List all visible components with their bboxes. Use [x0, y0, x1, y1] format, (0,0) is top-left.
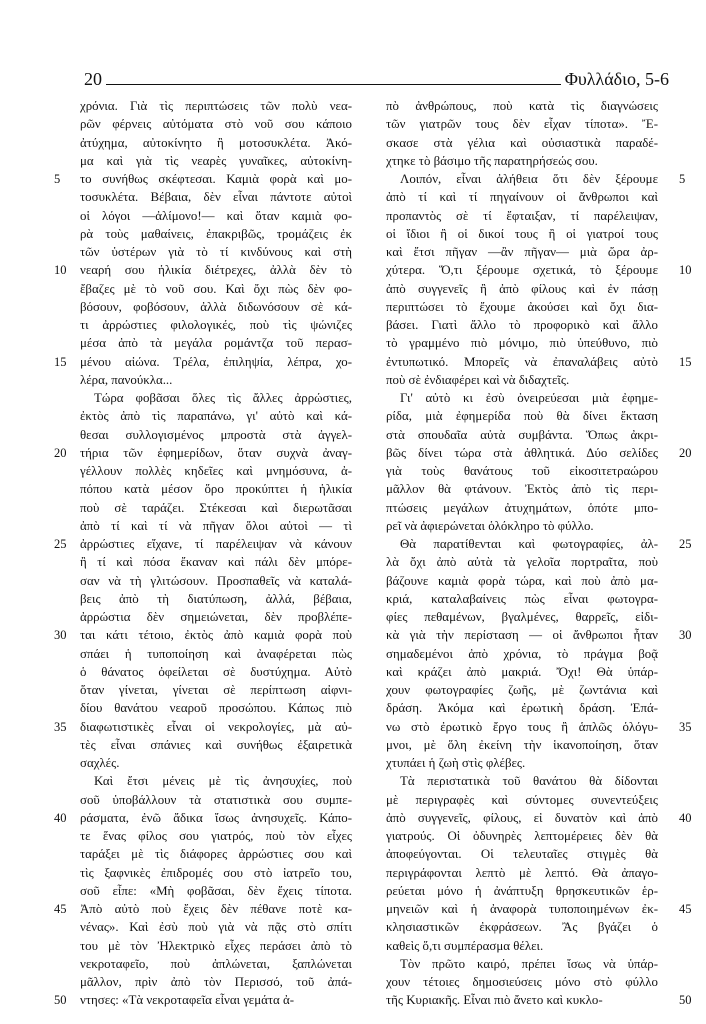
line-number-slot [54, 864, 80, 882]
text-line: χτηκε τὸ βάσιμο τῆς παρατηρήσεώς σου. [386, 153, 598, 168]
line-number-slot [54, 134, 80, 152]
text-line: μέσα ἀπὸ τὰ μεγάλα ρομάντζα τοῦ περασ- [80, 336, 352, 351]
line-number-slot [54, 681, 80, 699]
text-line: το συνήθως σκέφτεσαι. Καμιὰ φορὰ καὶ μο- [80, 172, 352, 186]
text-line: τήρια τῶν ἐφημερίδων, ὅταν συχνὰ ἀναγ- [80, 445, 352, 460]
text-line: κὰ γιὰ τὴν περίσταση — οἱ ἄνθρωποι ἦταν [386, 628, 658, 643]
text-line: περιπτώσει τὸ ἔχουμε ἀκούσει καὶ ὄχι δια- [386, 299, 658, 314]
line-number: 30 [54, 628, 67, 643]
line-number-slot [679, 134, 705, 152]
line-number-slot [679, 407, 705, 425]
line-number-slot [54, 918, 80, 936]
text-line: σαν νὰ τὴ γλιτώσουν. Προσπαθεῖς νὰ καταλά- [80, 573, 352, 588]
line-number-slot [679, 663, 705, 681]
line-number: 40 [54, 810, 67, 825]
line-number-slot [54, 426, 80, 444]
line-number-slot [679, 188, 705, 206]
text-line: σπάει ἡ τυποποίηση καὶ ἀναφέρεται πὼς [80, 646, 352, 661]
text-line: μένου αἰώνα. Τρέλα, ἐπιληψία, λέπρα, χο- [80, 354, 352, 369]
text-line: ὁ θάνατος ὀφείλεται σὲ δυστύχημα. Αὐτὸ [80, 664, 352, 679]
text-line: καὶ ἔτσι πῆγαν —ἂν πῆγαν— μιὰ ὥρα ἀρ- [386, 245, 658, 259]
text-line: μηνειῶν καὶ ἡ ἀναφορὰ τυποποιημένων ἐκ- [386, 902, 658, 916]
text-line: καθεὶς ὅ,τι συμπέρασμα θέλει. [386, 938, 544, 953]
text-line: στὰ σπουδαῖα αὐτὰ συμβάντα. Ὅπως ἀκρι- [386, 427, 658, 442]
text-line: βάσει. Γιατὶ ἄλλο τὸ προφορικὸ καὶ ἄλλο [386, 318, 658, 332]
text-line: Θὰ παρατίθενται καὶ φωτογραφίες, ἀλ- [400, 537, 658, 551]
text-line: φίες πεθαμένων, βγαλμένες, θαρρεῖς, εἰδι- [386, 610, 658, 624]
text-line: τῆς Κυριακῆς. Εἶναι πιὸ ἄνετο καὶ κυκλο- [386, 993, 603, 1008]
line-number-slot [679, 882, 705, 900]
line-number-slot [54, 553, 80, 571]
line-number-slot [54, 572, 80, 590]
text-line: Τὸν πρῶτο καιρό, πρέπει ἴσως νὰ ὑπάρ- [400, 956, 658, 971]
text-line: ἀποφεύγονται. Οἱ τελευταῖες στιγμὲς θὰ [386, 847, 658, 862]
line-number-slot [679, 426, 705, 444]
line-number-slot [54, 608, 80, 626]
text-line: νένας». Καὶ ἐσὺ ποὺ γιὰ νὰ πᾷς στὸ σπίτι [80, 920, 352, 935]
text-line: πόπου κατὰ μέσον ὅρο προκύπτει ἡ ἡλικία [80, 482, 352, 497]
text-line: βόσουν, φοβόσουν, ἀλλὰ διδωνόσουν σὲ κά- [80, 299, 352, 314]
text-line: πὸ ἀνθρώπους, ποὺ κατὰ τὶς διαγνώσεις [386, 99, 658, 113]
text-line: τῶν γιατρῶν τους δὲν εἶχαν τίποτα». Ἔ- [386, 117, 658, 132]
text-line: ρεύεται μόνο ἡ ἀνάπτυξη θρησκευτικῶν ἑρ- [386, 883, 658, 898]
text-line: νεαρή σου ἡλικία διέτρεχες, ἀλλὰ δὲν τὸ [80, 263, 352, 278]
text-line: ποὺ σὲ ταράζει. Στέκεσαι καὶ διερωτᾶσαι [80, 500, 352, 515]
text-line: τοσυκλέτα. Βέβαια, δὲν εἶναι πάντοτε αὐτοὶ [80, 190, 352, 205]
text-line: χρόνια. Γιὰ τὶς περιπτώσεις τῶν πολὺ νεα- [80, 99, 352, 113]
text-line: τὶς ξαφνικὲς ἐπιδρομές σου στὸ ἰατρεῖο του, [80, 865, 352, 880]
line-number: 25 [679, 537, 692, 551]
line-number-slot [54, 590, 80, 608]
line-number-slot [679, 572, 705, 590]
text-line: ἐκτὸς ἀπὸ τὶς παραπάνω, γι' αὐτὸ καὶ κά- [80, 409, 352, 424]
line-number: 45 [679, 902, 692, 916]
line-number-slot [679, 334, 705, 352]
text-line: οἱ λόγοι —ἀλίμονο!— καὶ ὅταν καμιὰ φο- [80, 208, 352, 223]
text-line: ἀρρώστιες εἴχανε, τί παρέλειψαν νὰ κάνουν [80, 537, 352, 551]
line-number-slot [54, 736, 80, 754]
line-number-slot [54, 699, 80, 717]
line-number-slot [54, 791, 80, 809]
line-number-slot [679, 791, 705, 809]
text-line: ὅταν γίνεται, γίνεται σὲ περίπτωση αἰφνι- [80, 683, 352, 697]
text-line: ἀπὸ τί καὶ τί πηγαίνουν οἱ ἄνθρωποι καὶ [386, 190, 658, 205]
line-number-slot [679, 462, 705, 480]
line-number-slot [679, 243, 705, 261]
line-number-slot [54, 845, 80, 863]
line-number-slot [679, 480, 705, 498]
line-number-slot [54, 298, 80, 316]
line-number: 45 [54, 902, 67, 916]
text-line: λὰ ὄχι ἀπὸ αὐτὰ τὰ γελοῖα πορτραῖτα, ποὺ [386, 555, 658, 570]
line-number-slot [679, 553, 705, 571]
line-number: 40 [679, 810, 692, 825]
text-line: χουν τέτοιες δημοσιεύσεις μόνο στὸ φύλλο [386, 975, 658, 989]
line-number-slot [54, 152, 80, 170]
text-line: ἢ τί καὶ πόσα ἔκαναν καὶ πάλι δὲν μπόρε- [80, 555, 352, 570]
line-number-slot [679, 754, 705, 772]
line-number: 35 [679, 719, 692, 734]
line-number-slot [54, 645, 80, 663]
text-line: σημαδεμένοι ἀπὸ χρόνια, τὸ πράγμα βοᾷ [386, 646, 658, 661]
line-number-slot [54, 225, 80, 243]
text-line: θεσαι συλλογισμένος μπροστὰ στὰ ἀγγελ- [80, 427, 352, 442]
text-line: γέλλουν πολλὲς κηδεῖες καὶ μνημόσυνα, ἀ- [80, 464, 352, 478]
line-number-slot [679, 590, 705, 608]
line-number: 20 [54, 445, 67, 460]
text-line: οἱ ἴδιοι ἢ οἱ δικοί τους ἢ οἱ γιατροί τους [386, 226, 658, 241]
line-number-slot [679, 115, 705, 133]
line-number-slot [679, 298, 705, 316]
journal-title: Φυλλάδιο, 5-6 [564, 69, 669, 89]
line-number-slot [54, 371, 80, 389]
line-number: 50 [679, 993, 692, 1008]
text-line: ρεῖ νὰ ἀφιερώνεται ὁλόκληρο τὸ φύλλο. [386, 518, 594, 533]
text-line: Γι' αὐτὸ κι ἐσὺ ὀνειρεύεσαι μιὰ ἐφημε- [400, 391, 658, 405]
text-line: τε ἕνας φίλος σου γιατρός, ποὺ τὸν εἶχες [80, 829, 352, 843]
line-number-slot [679, 699, 705, 717]
text-line: σοῦ εἶπε: «Μὴ φοβᾶσαι, δὲν ἔχεις τίποτα. [80, 883, 352, 898]
line-number-slot [54, 827, 80, 845]
line-number: 15 [54, 354, 67, 369]
line-number: 25 [54, 537, 67, 551]
line-number-slot [54, 480, 80, 498]
line-number-slot [54, 462, 80, 480]
text-line: σκασε στὰ γέλια καὶ οὐσιαστικὰ παραδέ- [386, 135, 658, 150]
text-line: χουν φωτογραφίες ζωῆς, μὲ ζωντάνια καὶ [386, 683, 658, 697]
text-line: μνοι, μὲ ὅλη ἐκείνη τὴν ἱκανοποίηση, ὅταν [386, 737, 658, 752]
text-line: κλησιαστικῶν ἐκφράσεων. Ἂς βγάζει ὁ [386, 920, 658, 935]
line-number-slot [54, 517, 80, 535]
line-number-slot [54, 882, 80, 900]
header-rule [106, 84, 561, 85]
text-line: μᾶλλον, πρὶν ἀπὸ τὸν Περισσό, τοῦ ἀπά- [80, 975, 352, 989]
text-line: ντησες: «Τὰ νεκροταφεῖα εἶναι γεμάτα ἀ- [80, 993, 295, 1008]
text-line: τὲς εἶναι σπάνιες καὶ συνήθως ἐξαιρετικὰ [80, 737, 352, 752]
line-number: 35 [54, 719, 67, 734]
text-line: βάζουνε καμιὰ φορὰ τώρα, καὶ ποὺ ἀπὸ μα- [386, 573, 658, 588]
line-numbers-left [54, 97, 80, 1010]
line-number-slot [54, 316, 80, 334]
line-number-slot [54, 207, 80, 225]
line-number-slot [54, 188, 80, 206]
text-line: περιγράφονται λεπτὸ μὲ λεπτό. Θὰ ἀπαγο- [386, 865, 658, 880]
line-number-slot [679, 280, 705, 298]
line-number: 10 [679, 263, 692, 278]
line-number: 30 [679, 628, 692, 643]
line-number-slot [54, 243, 80, 261]
text-line: γιὰ τοὺς θανάτους τοῦ εἰκοσιτετραώρου [386, 464, 658, 478]
line-number-slot [679, 827, 705, 845]
line-number-slot [679, 736, 705, 754]
line-number-slot [679, 918, 705, 936]
text-line: ρίδα, μιὰ ἐφημερίδα ποὺ θὰ δίνει ἔκταση [386, 409, 658, 424]
text-line: ται κάτι τέτοιο, ἐκτὸς ἀπὸ καμιὰ φορὰ ποὺ [80, 628, 352, 643]
line-number-slot [54, 389, 80, 407]
text-line: γιατρούς. Οἱ ὀδυνηρὲς λεπτομέρειες δὲν θὰ [386, 829, 658, 843]
line-number-slot [679, 225, 705, 243]
text-line: τὸ γραμμένο πιὸ μόνιμο, πιὸ ὑπεύθυνο, πιὸ [386, 336, 658, 351]
text-line: χτυπάει ἡ ζωὴ στὶς φλέβες. [386, 756, 526, 770]
text-line: τι ἀρρώστιες φιλολογικές, ποὺ τὶς ψώνιζες [80, 318, 352, 332]
text-line: ἀπὸ τί καὶ τί νὰ πῆγαν ὅλοι αὐτοὶ — τὶ [80, 518, 352, 533]
line-number-slot [679, 316, 705, 334]
text-line: ράσματα, ἐνῶ ἄδικα ἴσως ἀνησυχεῖς. Κάπο- [80, 810, 352, 825]
line-number-slot [54, 937, 80, 955]
line-number-slot [679, 517, 705, 535]
text-line: δράση. Ἀκόμα καὶ ἐρωτικὴ δράση. Ἐπά- [386, 701, 658, 716]
text-line: Ἀπὸ αὐτὸ ποὺ ἔχεις δὲν πέθανε ποτὲ κα- [80, 902, 352, 916]
text-line: μα καὶ γιὰ τὶς νεαρὲς γυναῖκες, αὐτοκίνη- [80, 153, 352, 168]
text-line: βῶς δίνει τώρα στὰ ἀθλητικά. Δύο σελίδες [386, 445, 658, 460]
text-line: ποὺ σὲ ἐνδιαφέρει καὶ νὰ διδαχτεῖς. [386, 372, 570, 387]
line-numbers-right [679, 97, 705, 1010]
line-number-slot [54, 955, 80, 973]
text-line: ρὰ τοὺς μαθαίνεις, ἐπακριβῶς, τρομάζεις ἐκ [80, 226, 352, 241]
line-number-slot [679, 97, 705, 115]
text-line: ἀπὸ συγγενεῖς ἢ ἀπὸ φίλους καὶ ἐν πάσῃ [386, 281, 658, 296]
line-number-slot [679, 207, 705, 225]
text-line: σαχλές. [80, 756, 120, 770]
text-line: σοῦ ὑποβάλλουν τὰ στατιστικὰ σου συμπε- [80, 792, 352, 807]
text-line: βεις ἀπὸ τὴ διατύπωση, ἀλλά, βέβαια, [80, 591, 352, 606]
text-line: ἀρρώστια δὲν σημειώνεται, δὲν προβλέπε- [80, 610, 352, 624]
line-number: 15 [679, 354, 692, 369]
line-number-slot [54, 407, 80, 425]
text-line: μᾶλλον θὰ φτάνουν. Ἐκτὸς ἀπὸ τὶς περι- [386, 482, 658, 497]
line-number-slot [679, 608, 705, 626]
text-line: τῶν ὑστέρων γιὰ τὸ τί κινδύνους καὶ στὴ [80, 245, 352, 259]
text-line: δίου θανάτου νεαροῦ προσώπου. Κάπως πιὸ [80, 701, 352, 716]
line-number-slot [54, 772, 80, 790]
text-line: καὶ κράζει ἀπὸ μακριά. Ὄχι! Θὰ ὑπάρ- [386, 664, 658, 679]
line-number-slot [679, 645, 705, 663]
text-line: πτώσεις μεγάλων ἀτυχημάτων, ὁπότε μπο- [386, 500, 658, 515]
text-line: κριά, καταλαβαίνεις πὼς εἶναι φωτογρα- [386, 591, 658, 606]
line-number-slot [54, 97, 80, 115]
text-line: νω στὸ ἐρωτικὸ ἔργο τους ἢ ἁπλῶς ὁλόγυ- [386, 719, 658, 734]
line-number-slot [679, 152, 705, 170]
line-number: 10 [54, 263, 67, 278]
line-number-slot [54, 280, 80, 298]
text-column-left [80, 97, 352, 1010]
line-number-slot [54, 973, 80, 991]
page-number: 20 [84, 69, 102, 89]
text-line: Τώρα φοβᾶσαι ὅλες τὶς ἄλλες ἀρρώστιες, [94, 391, 352, 405]
line-number: 50 [54, 993, 67, 1008]
text-line: Τὰ περιστατικὰ τοῦ θανάτου θὰ δίδονται [400, 774, 658, 789]
line-number-slot [54, 334, 80, 352]
line-number-slot [54, 754, 80, 772]
line-number-slot [54, 499, 80, 517]
text-column-right [386, 97, 658, 1010]
line-number-slot [679, 937, 705, 955]
line-number-slot [679, 973, 705, 991]
text-line: νεκροταφεῖο, ποὺ ἀπλώνεται, ξαπλώνεται [80, 956, 352, 971]
line-number: 5 [54, 172, 61, 186]
text-line: ἀτύχημα, αὐτοκίνητο ἢ μοτοσυκλέτα. Ἀκό- [80, 135, 352, 150]
text-line: ἐντυπωτικό. Μπορεῖς νὰ ἐπαναλάβεις αὐτὸ [386, 354, 658, 369]
text-line: ρῶν φέρνεις αὐτόματα στὸ νοῦ σου κάποιο [80, 117, 352, 132]
text-line: λέρα, πανούκλα... [80, 372, 173, 387]
line-number-slot [54, 115, 80, 133]
text-line: προπαντὸς σὲ τί ἔφταιξαν, τί παρέλειψαν, [386, 208, 658, 223]
line-number-slot [679, 845, 705, 863]
text-line: ἔβαζες μὲ τὸ νοῦ σου. Καὶ ὄχι πὼς δὲν φο- [80, 281, 352, 296]
running-header [84, 66, 669, 88]
line-number-slot [679, 681, 705, 699]
text-line: χύτερα. Ὅ,τι ξέρουμε σχετικά, τὸ ξέρουμε [386, 263, 658, 278]
line-number-slot [679, 955, 705, 973]
text-line: διαφωτιστικὲς εἶναι οἱ νεκρολογίες, μὰ αὐ- [80, 719, 352, 734]
text-line: ἀπὸ συγγενεῖς, φίλους, εἰ δυνατὸν καὶ ἀπὸ [386, 810, 658, 825]
text-line: Λοιπόν, εἶναι ἀλήθεια ὅτι δὲν ξέρουμε [400, 172, 658, 186]
text-line: του μὲ τὸν Ἠλεκτρικὸ εἶχες περάσει ἀπὸ τὸ [80, 938, 352, 953]
line-number-slot [679, 772, 705, 790]
text-line: μὲ περιγραφὲς καὶ σύντομες συνεντεύξεις [386, 792, 658, 807]
text-line: ταράξει μὲ τὶς διάφορες ἀρρώστιες σου καὶ [80, 847, 352, 862]
text-line: Καὶ ἔτσι μένεις μὲ τὶς ἀνησυχίες, ποὺ [94, 774, 352, 789]
line-number-slot [54, 663, 80, 681]
line-number: 20 [679, 445, 692, 460]
line-number-slot [679, 499, 705, 517]
line-number-slot [679, 371, 705, 389]
line-number: 5 [679, 172, 686, 186]
line-number-slot [679, 864, 705, 882]
line-number-slot [679, 389, 705, 407]
